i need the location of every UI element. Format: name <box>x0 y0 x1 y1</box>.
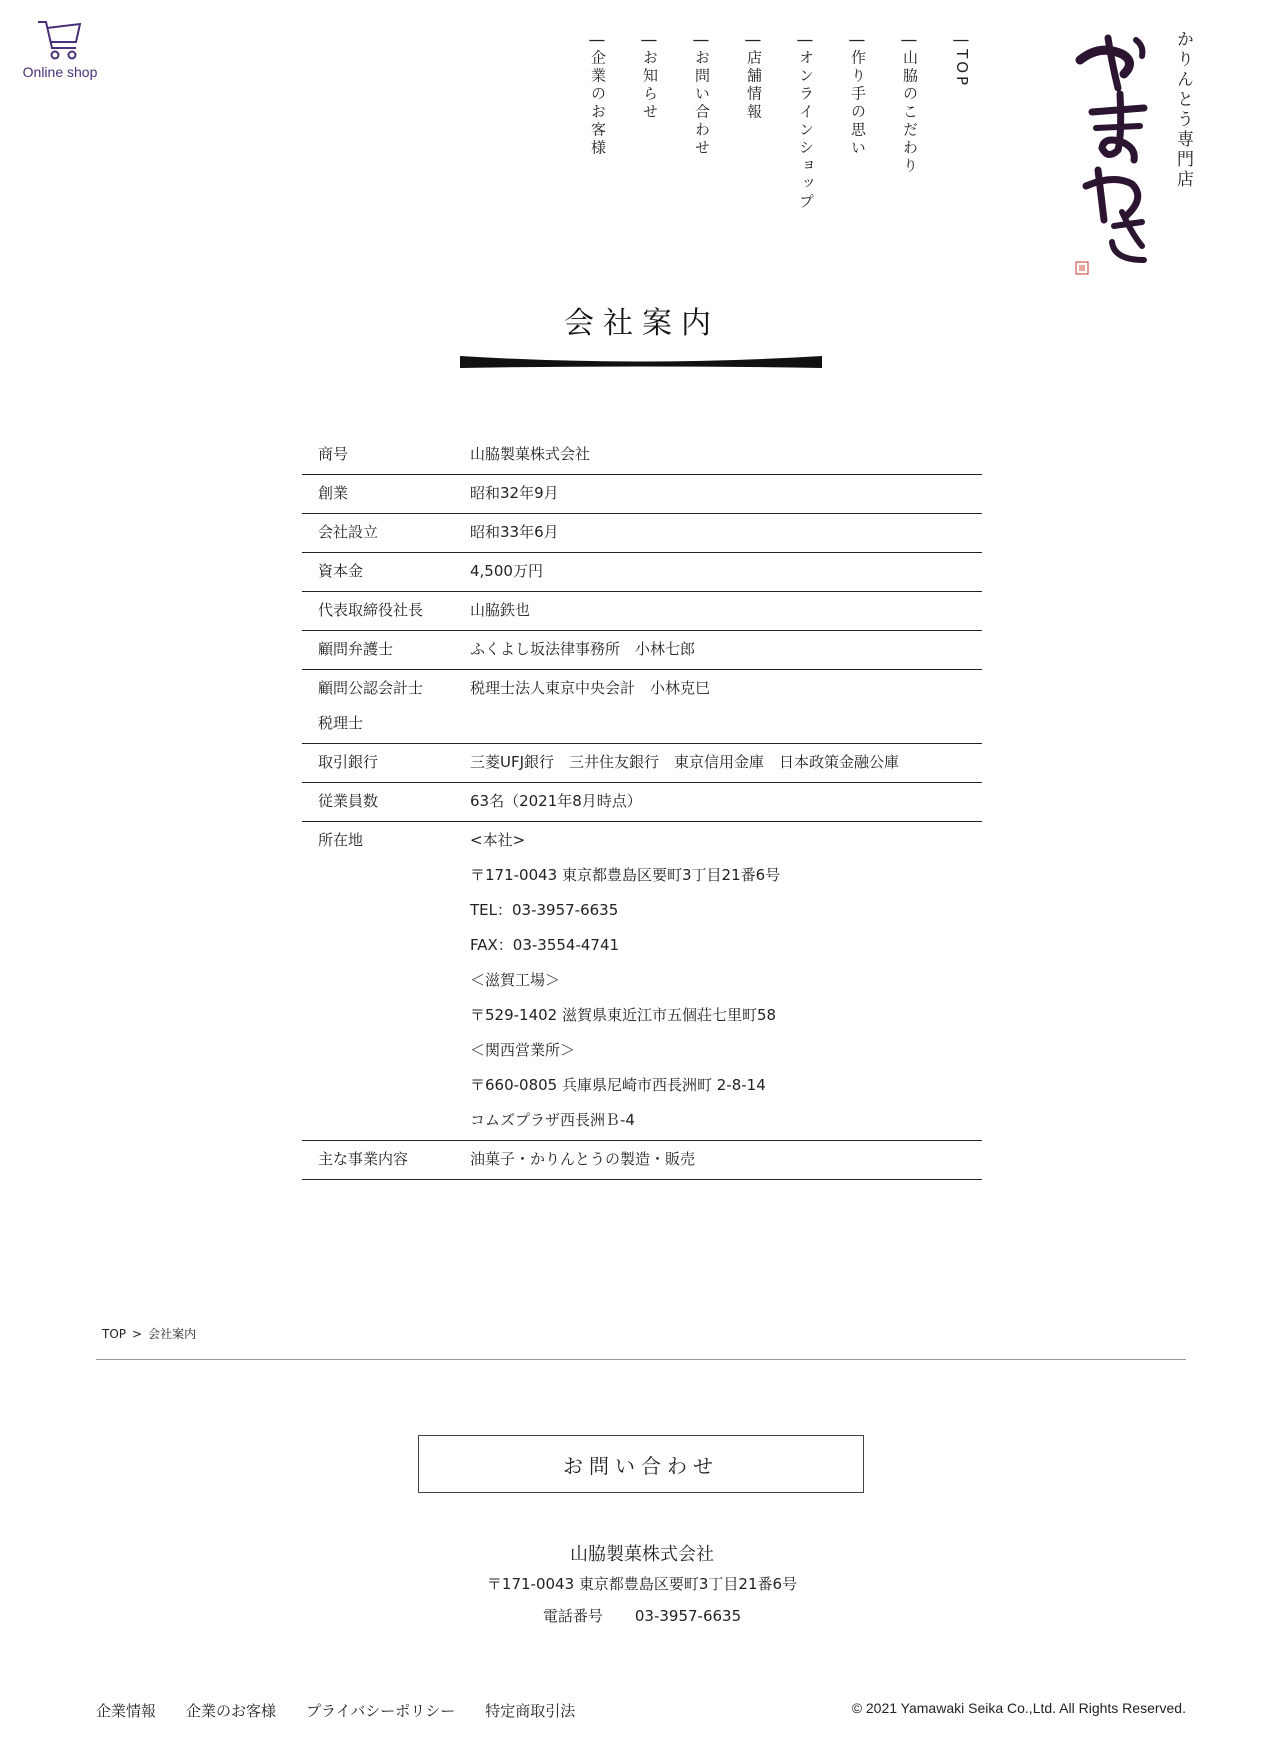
online-shop-link[interactable] <box>18 16 102 80</box>
info-value-cell <box>470 670 982 744</box>
nav-top[interactable]: | TOP <box>950 38 974 211</box>
info-value: ふくよし坂法律事務所 小林七郎 <box>470 640 696 658</box>
info-label: 商号 <box>318 445 349 463</box>
info-value: 昭和32年9月 <box>470 484 559 502</box>
logo-tagline: かりんとう専門店 <box>1173 30 1193 190</box>
title-underline-ornament <box>460 355 822 369</box>
info-label-cell <box>302 475 470 514</box>
info-value: 税理士法人東京中央会計 小林克巳 <box>470 679 711 697</box>
nav-news[interactable]: | お知らせ <box>638 38 662 211</box>
company-info-table <box>302 436 982 1180</box>
nav-corporate-customers[interactable]: | 企業のお客様 <box>586 38 610 211</box>
info-label-cell <box>302 553 470 592</box>
nav-contact[interactable]: | お問い合わせ <box>690 38 714 211</box>
info-label: 資本金 <box>318 562 364 580</box>
info-value-cell <box>470 631 982 670</box>
shopping-cart-icon <box>36 16 84 62</box>
info-label: 主な事業内容 <box>318 1150 409 1168</box>
yamawaki-logo-mark <box>1074 24 1166 276</box>
info-row <box>302 592 982 631</box>
info-label-cell <box>302 592 470 631</box>
info-value-cell <box>470 475 982 514</box>
info-value: コムズプラザ西長洲Ｂ-4 <box>470 1111 635 1129</box>
info-value: 山脇製菓株式会社 <box>470 445 591 463</box>
contact-button[interactable]: お問い合わせ <box>418 1435 864 1493</box>
footer-phone-number: 03-3957-6635 <box>634 1607 742 1625</box>
info-label: 取引銀行 <box>318 753 379 771</box>
info-label-cell <box>302 631 470 670</box>
footer-phone <box>0 1605 1284 1626</box>
info-value: FAX：03-3554-4741 <box>470 936 620 954</box>
info-label: 顧問公認会計士 <box>318 679 424 697</box>
info-row <box>302 1141 982 1180</box>
breadcrumb-top-link[interactable]: TOP <box>102 1327 127 1341</box>
info-label-cell <box>302 822 470 1141</box>
info-value-cell <box>470 592 982 631</box>
online-shop-label: Online shop <box>22 64 98 80</box>
info-value-cell <box>470 783 982 822</box>
info-row <box>302 631 982 670</box>
info-row <box>302 822 982 1141</box>
info-label-cell <box>302 514 470 553</box>
info-row <box>302 553 982 592</box>
nav-makers-thoughts[interactable]: | 作り手の思い <box>846 38 870 211</box>
info-label-cell <box>302 783 470 822</box>
copyright: © 2021 Yamawaki Seika Co.,Ltd. All Rights Reserved. <box>851 1700 1186 1716</box>
info-label: 創業 <box>318 484 349 502</box>
info-value: 〒529-1402 滋賀県東近江市五個荘七里町58 <box>470 1006 777 1024</box>
info-value: TEL：03-3957-6635 <box>470 901 619 919</box>
footer-company-name: 山脇製菓株式会社 <box>570 1544 714 1565</box>
info-row <box>302 670 982 744</box>
footer-divider <box>96 1359 1186 1360</box>
main-nav <box>586 38 974 211</box>
nav-commitment[interactable]: | 山脇のこだわり <box>898 38 922 211</box>
info-label: 顧問弁護士 <box>318 640 394 658</box>
breadcrumb-separator: > <box>132 1327 143 1341</box>
info-value: 〒660-0805 兵庫県尼崎市西長洲町 2-8-14 <box>470 1076 766 1094</box>
info-value: 三菱UFJ銀行 三井住友銀行 東京信用金庫 日本政策金融公庫 <box>470 753 900 771</box>
info-value-cell <box>470 744 982 783</box>
info-label: 税理士 <box>318 714 364 732</box>
info-label-cell <box>302 744 470 783</box>
footer-address: 〒171-0043 東京都豊島区要町3丁目21番6号 <box>486 1575 798 1593</box>
footer-link-privacy-policy[interactable]: プライバシーポリシー <box>306 1702 456 1720</box>
nav-online-shop[interactable]: | オンラインショップ <box>794 38 818 211</box>
footer-link-commercial-law[interactable]: 特定商取引法 <box>485 1702 576 1720</box>
page-title: 会社案内 <box>564 306 720 341</box>
info-value-cell <box>470 436 982 475</box>
info-value: <本社> <box>470 831 526 849</box>
info-value: ＜関西営業所＞ <box>470 1041 576 1059</box>
info-value: 63名（2021年8月時点） <box>470 792 642 810</box>
footer-links <box>96 1700 575 1721</box>
footer-link-company-info[interactable]: 企業情報 <box>96 1702 157 1720</box>
footer-phone-label: 電話番号 <box>542 1607 603 1625</box>
info-label-cell <box>302 436 470 475</box>
info-row <box>302 436 982 475</box>
info-label: 所在地 <box>318 831 364 849</box>
info-row <box>302 475 982 514</box>
info-value: 〒171-0043 東京都豊島区要町3丁目21番6号 <box>470 866 781 884</box>
info-value-cell <box>470 1141 982 1180</box>
info-label-cell <box>302 670 470 744</box>
info-value-cell <box>470 822 982 1141</box>
footer-link-corporate-customers[interactable]: 企業のお客様 <box>186 1702 277 1720</box>
info-row <box>302 744 982 783</box>
info-value: 山脇鉄也 <box>470 601 531 619</box>
site-logo[interactable] <box>1074 24 1196 276</box>
info-label: 会社設立 <box>318 523 379 541</box>
info-value: 油菓子・かりんとうの製造・販売 <box>470 1150 696 1168</box>
info-value-cell <box>470 514 982 553</box>
breadcrumb-current: 会社案内 <box>148 1327 197 1341</box>
breadcrumb <box>102 1325 196 1342</box>
info-value-cell <box>470 553 982 592</box>
info-value: ＜滋賀工場＞ <box>470 971 561 989</box>
info-row <box>302 514 982 553</box>
nav-store-info[interactable]: | 店舗情報 <box>742 38 766 211</box>
info-label: 代表取締役社長 <box>318 601 424 619</box>
info-value: 4,500万円 <box>470 562 543 580</box>
info-label-cell <box>302 1141 470 1180</box>
info-row <box>302 783 982 822</box>
info-label: 従業員数 <box>318 792 379 810</box>
info-value: 昭和33年6月 <box>470 523 559 541</box>
